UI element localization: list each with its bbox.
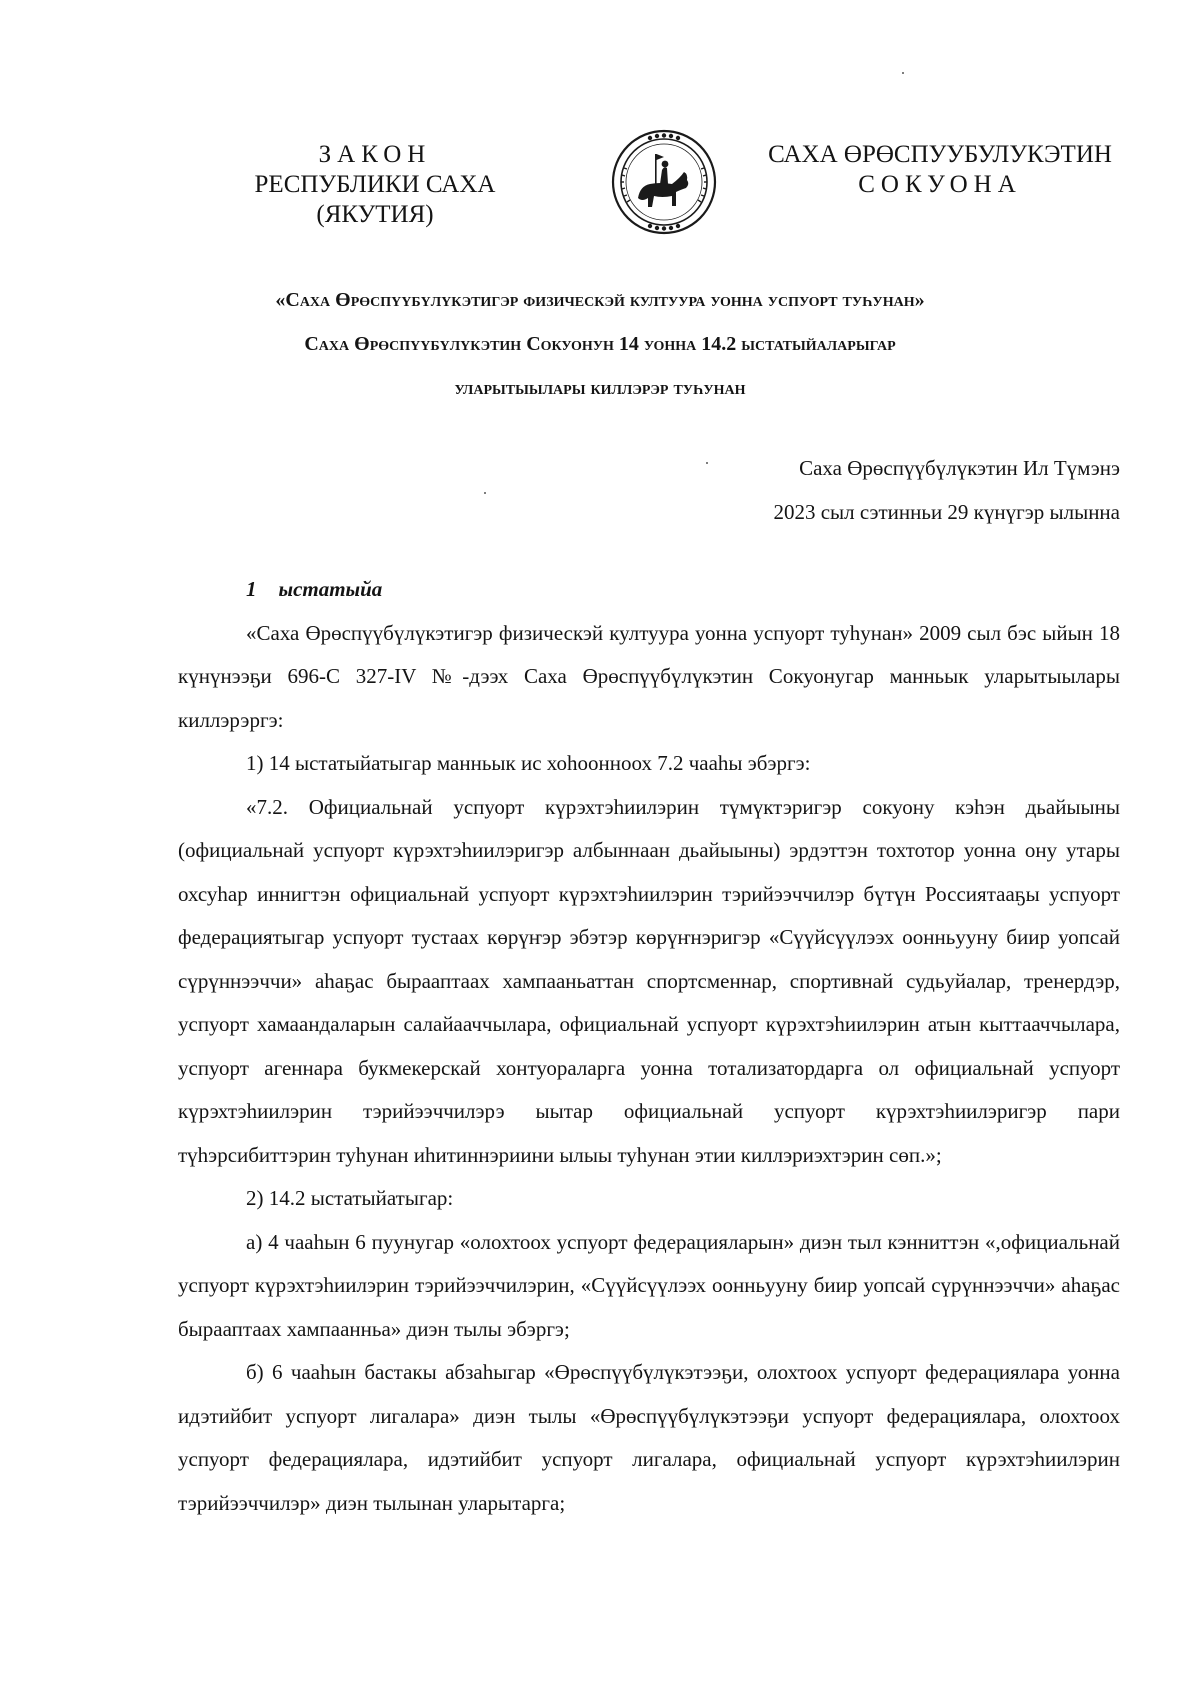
title-line-1: «Саха Өрөспүүбүлүкэтигэр физическэй култуура уонна успуорт туһунан» (275, 289, 925, 311)
article-heading (178, 568, 1120, 612)
paragraph: а) 4 чааһын 6 пуунугар «олохтоох успуорт федерацияларын» диэн тыл кэнниттэн «,официальнай успуорт күрэхтэһиилэрин тэрийээччилэрин, «Сүүйсүүлээх оонньууну биир уопсай сүрүннээччи» аһаҕас бырааптаах хампаанньа» диэн тылы эбэргэ; (178, 1229, 1120, 1341)
paragraph: 1) 14 ыстатыйатыгар манньык ис хоһоонноох 7.2 чааһы эбэргэ: (246, 751, 811, 775)
paragraph: «Саха Өрөспүүбүлүкэтигэр физическэй култуура уонна успуорт туһунан» 2009 сыл бэс ыйын 18 күнүнээҕи 696-С 327-IV №-дээх Саха Өрөспүүбүлүкэтин Сокуонугар манньык уларытыылары киллэрэргэ: (178, 620, 1120, 732)
paragraph: «7.2. Официальнай успуорт күрэхтэһиилэрин түмүктэригэр сокуону кэһэн дьайыыны (официальнай успуорт күрэхтэһиилэригэр албыннаан дьайыыны) эрдэттэн тохтотор уонна ону утары охсуһар иннигтэн официальнай успуорт күрэхтэһиилэрин тэрийээччилэр бүтүн Россиятааҕы успуорт федерациятыгар успуорт тустаах көрүҥэр эбэтэр көрүҥнэригэр «Сүүйсүүлээх оонньууну биир уопсай сүрүннээччи» аһаҕас бырааптаах хампааньаттан спортсменнар, спортивнай судьуйалар, тренердэр, успуорт хамаандаларын салайааччылара, официальнай успуорт күрэхтэһиилэрин атын кыттааччылара, успуорт агеннара букмекерскай хонтуораларга уонна тотализатордарга ол официальнай успуорт күрэхтэһиилэрин тэрийээччилэрэ ыытар официальнай успуорт күрэхтэһиилэригэр пари түһэрсибиттэрин туһунан иһитиннэриини ылыы туһунан этии киллэриэхтэрин сөп.»; (178, 794, 1120, 1167)
header-left-law: ЗАКОН (318, 141, 432, 168)
paragraph: 2) 14.2 ыстатыйатыгар: (246, 1186, 454, 1210)
coat-of-arms-emblem-icon (610, 128, 718, 236)
article-number: 1 (246, 577, 257, 601)
title-line-3: уларытыылары киллэрэр туһунан (454, 377, 746, 399)
header-right (760, 140, 1120, 200)
scan-speck (706, 462, 708, 464)
paragraph: б) 6 чааһын бастакы абзаһыгар «Өрөспүүбүлүкэтээҕи, олохтоох успуорт федерациялара уонна идэтийбит успуорт лигалара» диэн тылы «Өрөспүүбүлүкэтээҕи успуорт федерациялара, олохтоох успуорт федерациялара, идэтийбит успуорт лигалара, официальнай успуорт күрэхтэһиилэрин тэрийээччилэр» диэн тылынан уларытарга; (178, 1360, 1120, 1515)
adopted-by: Саха Өрөспүүбүлүкэтин Ил Түмэнэ (799, 456, 1120, 480)
header-right-republic: САХА ӨРӨСПУУБУЛУКЭТИН (768, 141, 1112, 168)
header-left (200, 140, 550, 230)
article-label: ыстатыйа (278, 577, 383, 601)
document-body (178, 568, 1120, 1525)
scan-speck (484, 492, 486, 494)
adoption-info (640, 446, 1120, 534)
document-title (140, 278, 1060, 410)
header-left-republic: РЕСПУБЛИКИ САХА (ЯКУТИЯ) (254, 171, 496, 228)
title-line-2: Саха Өрөспүүбүлүкэтин Сокуонун 14 уонна 14.2 ыстатыйаларыгар (304, 333, 896, 355)
adoption-date: 2023 сыл сэтинньи 29 күнүгэр ылынна (773, 500, 1120, 524)
header-right-law: СОКУОНА (858, 171, 1022, 198)
scan-speck (902, 72, 904, 74)
